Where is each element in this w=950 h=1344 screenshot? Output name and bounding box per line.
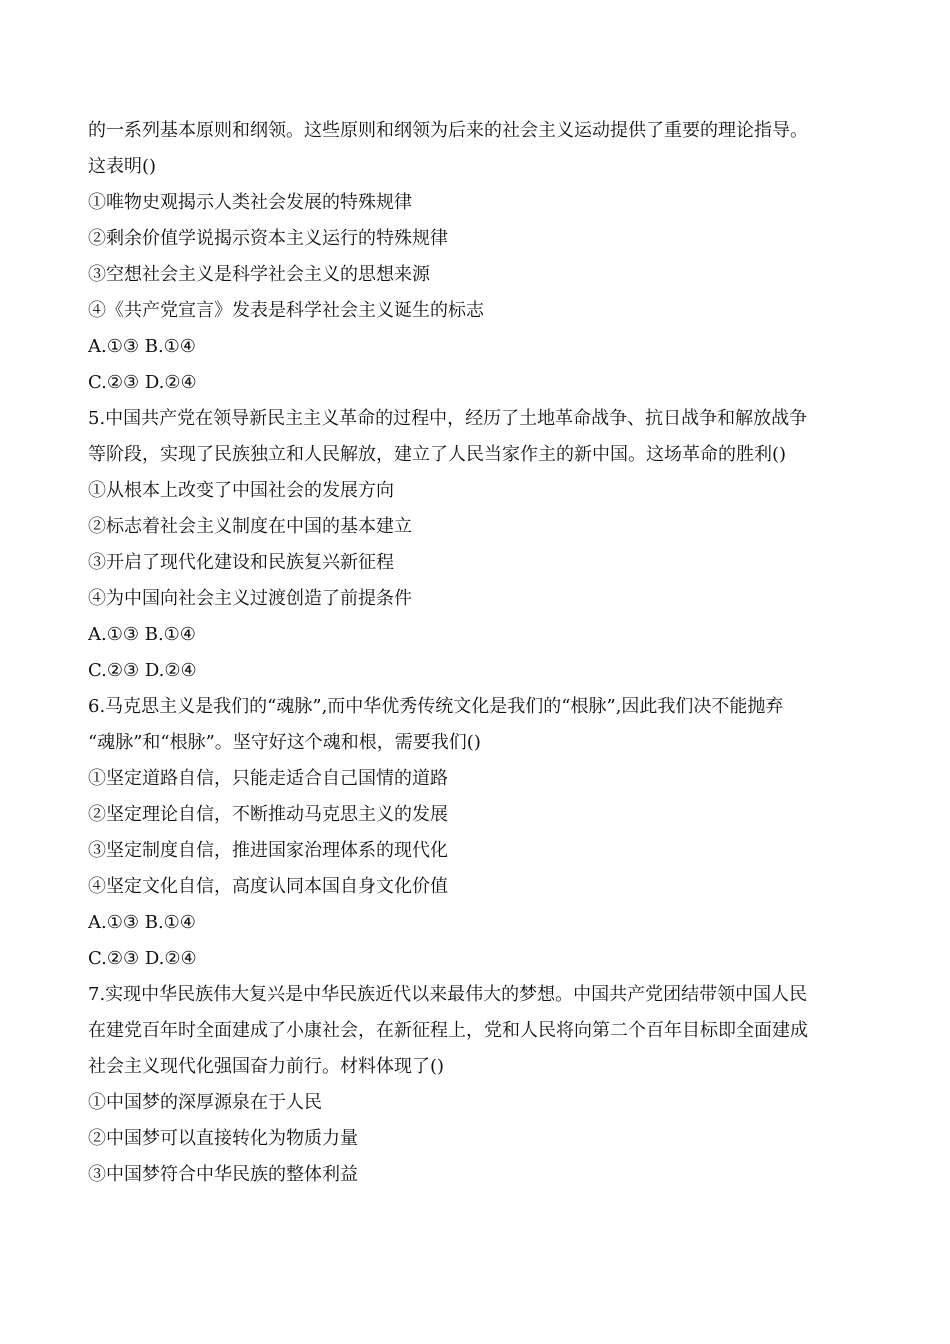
question-text-line: 5.中国共产党在领导新民主主义革命的过程中，经历了土地革命战争、抗日战争和解放战争 <box>88 408 808 429</box>
option-2: ②剩余价值学说揭示资本主义运行的特殊规律 <box>88 228 448 249</box>
question-4-continuation <box>88 113 868 401</box>
option-4: ④为中国向社会主义过渡创造了前提条件 <box>88 588 412 609</box>
option-2: ②坚定理论自信，不断推动马克思主义的发展 <box>88 804 448 825</box>
option-3: ③中国梦符合中华民族的整体利益 <box>88 1164 358 1185</box>
question-text-line: 这表明() <box>88 156 157 177</box>
choices-cd: C.②③ D.②④ <box>88 660 197 681</box>
option-4: ④坚定文化自信，高度认同本国自身文化价值 <box>88 876 448 897</box>
option-1: ①从根本上改变了中国社会的发展方向 <box>88 480 394 501</box>
question-text-line: 社会主义现代化强国奋力前行。材料体现了() <box>88 1056 445 1077</box>
option-2: ②中国梦可以直接转化为物质力量 <box>88 1128 358 1149</box>
question-text-line: 等阶段，实现了民族独立和人民解放，建立了人民当家作主的新中国。这场革命的胜利() <box>88 444 787 465</box>
option-4: ④《共产党宣言》发表是科学社会主义诞生的标志 <box>88 300 484 321</box>
choices-ab: A.①③ B.①④ <box>88 624 196 645</box>
question-text-line: “魂脉”和“根脉”。坚守好这个魂和根，需要我们() <box>88 732 481 753</box>
option-3: ③坚定制度自信，推进国家治理体系的现代化 <box>88 840 448 861</box>
choices-ab: A.①③ B.①④ <box>88 912 196 933</box>
choices-ab: A.①③ B.①④ <box>88 336 196 357</box>
choices-cd: C.②③ D.②④ <box>88 948 197 969</box>
question-text-line: 6.马克思主义是我们的“魂脉”,而中华优秀传统文化是我们的“根脉”,因此我们决不能抛弃 <box>88 696 784 717</box>
question-5 <box>88 401 868 689</box>
question-6 <box>88 689 868 977</box>
option-3: ③开启了现代化建设和民族复兴新征程 <box>88 552 394 573</box>
option-3: ③空想社会主义是科学社会主义的思想来源 <box>88 264 430 285</box>
option-1: ①坚定道路自信，只能走适合自己国情的道路 <box>88 768 448 789</box>
question-text-line: 7.实现中华民族伟大复兴是中华民族近代以来最伟大的梦想。中国共产党团结带领中国人民 <box>88 984 808 1005</box>
question-text-line: 的一系列基本原则和纲领。这些原则和纲领为后来的社会主义运动提供了重要的理论指导。 <box>88 120 808 141</box>
option-1: ①唯物史观揭示人类社会发展的特殊规律 <box>88 192 412 213</box>
option-1: ①中国梦的深厚源泉在于人民 <box>88 1092 322 1113</box>
choices-cd: C.②③ D.②④ <box>88 372 197 393</box>
page-content <box>88 113 868 1193</box>
question-7 <box>88 977 868 1193</box>
question-text-line: 在建党百年时全面建成了小康社会，在新征程上，党和人民将向第二个百年目标即全面建成 <box>88 1020 808 1041</box>
option-2: ②标志着社会主义制度在中国的基本建立 <box>88 516 412 537</box>
